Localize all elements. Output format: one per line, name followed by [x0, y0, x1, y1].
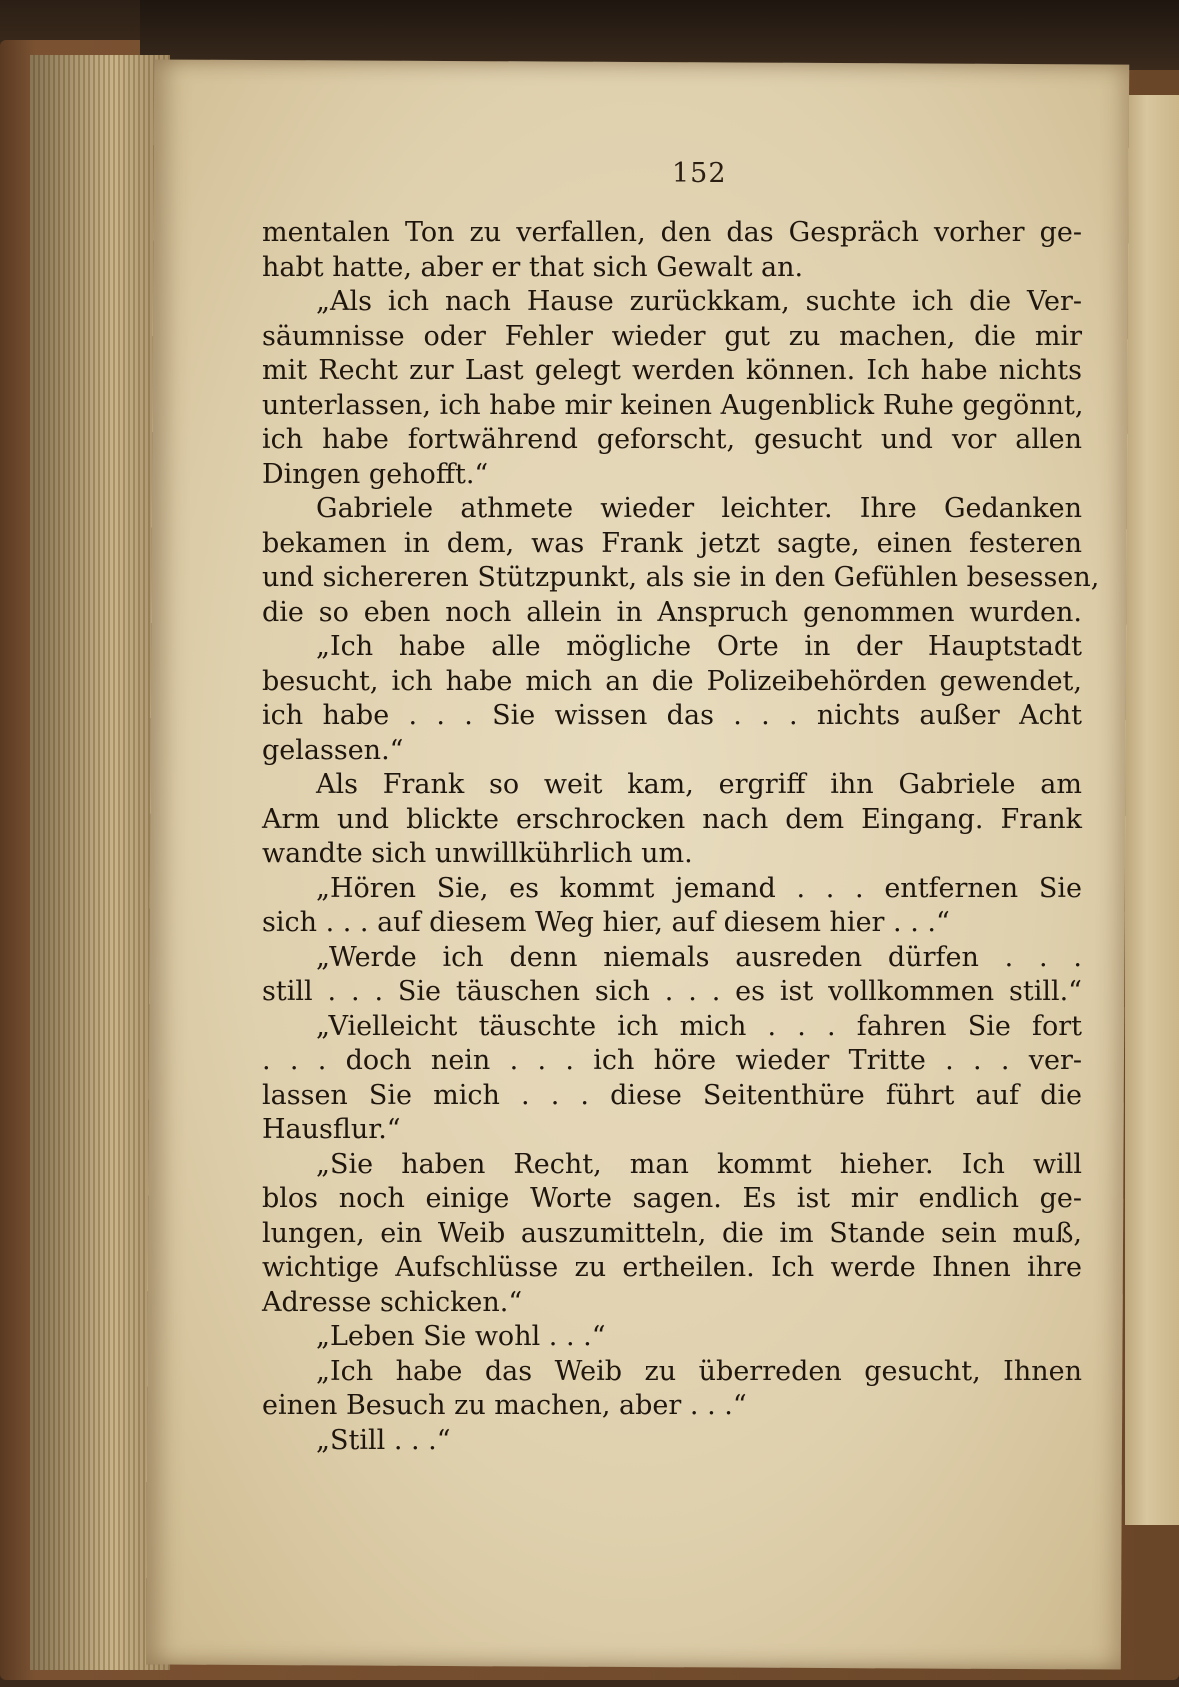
- text-line: wichtige Aufschlüsse zu ertheilen. Ich werde Ihnen ihre: [262, 1252, 1082, 1283]
- text-line: lassen Sie mich . . . diese Seitenthüre führt auf die: [262, 1079, 1082, 1111]
- text-line: Adresse schicken.“: [262, 1286, 523, 1318]
- text-line: Als Frank so weit kam, ergriff ihn Gabriele am: [316, 769, 1082, 800]
- text-line: unterlassen, ich habe mir keinen Augenblick Ruhe gegönnt,: [262, 389, 1084, 421]
- text-line: „Als ich nach Hause zurückkam, suchte ich die Ver-: [316, 286, 1082, 317]
- text-line: einen Besuch zu machen, aber . . .“: [262, 1390, 747, 1421]
- page-number: 152: [672, 158, 727, 189]
- text-line: „Hören Sie, es kommt jemand . . . entfernen Sie: [316, 872, 1082, 904]
- text-line: . . . doch nein . . . ich höre wieder Tritte . . . ver-: [262, 1045, 1082, 1076]
- text-line: lungen, ein Weib auszumitteln, die im Stande sein muß,: [262, 1217, 1082, 1249]
- text-line: säumnisse oder Fehler wieder gut zu machen, die mir: [262, 320, 1082, 352]
- text-line: habt hatte, aber er that sich Gewalt an.: [262, 251, 804, 283]
- text-line: „Ich habe das Weib zu überreden gesucht, Ihnen: [316, 1355, 1082, 1387]
- text-line: gelassen.“: [262, 734, 404, 766]
- text-line: Dingen gehofft.“: [262, 458, 489, 490]
- text-line: blos noch einige Worte sagen. Es ist mir endlich ge-: [262, 1183, 1082, 1214]
- text-line: mit Recht zur Last gelegt werden können. Ich habe nichts: [262, 355, 1082, 386]
- text-line: sich . . . auf diesem Weg hier, auf diesem hier . . .“: [262, 907, 950, 938]
- text-line: „Leben Sie wohl . . .“: [316, 1321, 606, 1352]
- facing-page-edge: [1125, 95, 1179, 1525]
- text-line: „Sie haben Recht, man kommt hieher. Ich will: [316, 1148, 1082, 1180]
- text-line: bekamen in dem, was Frank jetzt sagte, einen festeren: [262, 527, 1082, 559]
- text-line: ich habe fortwährend geforscht, gesucht und vor allen: [262, 424, 1082, 455]
- text-line: Hausflur.“: [262, 1114, 401, 1145]
- text-line: wandte sich unwillkührlich um.: [262, 838, 693, 869]
- text-line: besucht, ich habe mich an die Polizeibehörden gewendet,: [262, 665, 1082, 697]
- text-line: mentalen Ton zu verfallen, den das Gespräch vorher ge-: [262, 217, 1082, 248]
- text-line: die so eben noch allein in Anspruch genommen wurden.: [262, 596, 1082, 628]
- text-line: „Ich habe alle mögliche Orte in der Hauptstadt: [316, 631, 1082, 662]
- text-line: Arm und blickte erschrocken nach dem Eingang. Frank: [262, 803, 1082, 835]
- text-line: „Still . . .“: [316, 1424, 451, 1456]
- text-line: Gabriele athmete wieder leichter. Ihre Gedanken: [316, 493, 1082, 524]
- text-line: „Vielleicht täuschte ich mich . . . fahren Sie fort: [316, 1010, 1082, 1042]
- body-text: [262, 216, 1100, 1458]
- text-line: ich habe . . . Sie wissen das . . . nichts außer Acht: [262, 700, 1082, 731]
- text-line: und sichereren Stützpunkt, als sie in den Gefühlen besessen,: [262, 562, 1100, 593]
- text-line: „Werde ich denn niemals ausreden dürfen . . .: [316, 941, 1082, 973]
- text-line: still . . . Sie täuschen sich . . . es ist vollkommen still.“: [262, 976, 1082, 1007]
